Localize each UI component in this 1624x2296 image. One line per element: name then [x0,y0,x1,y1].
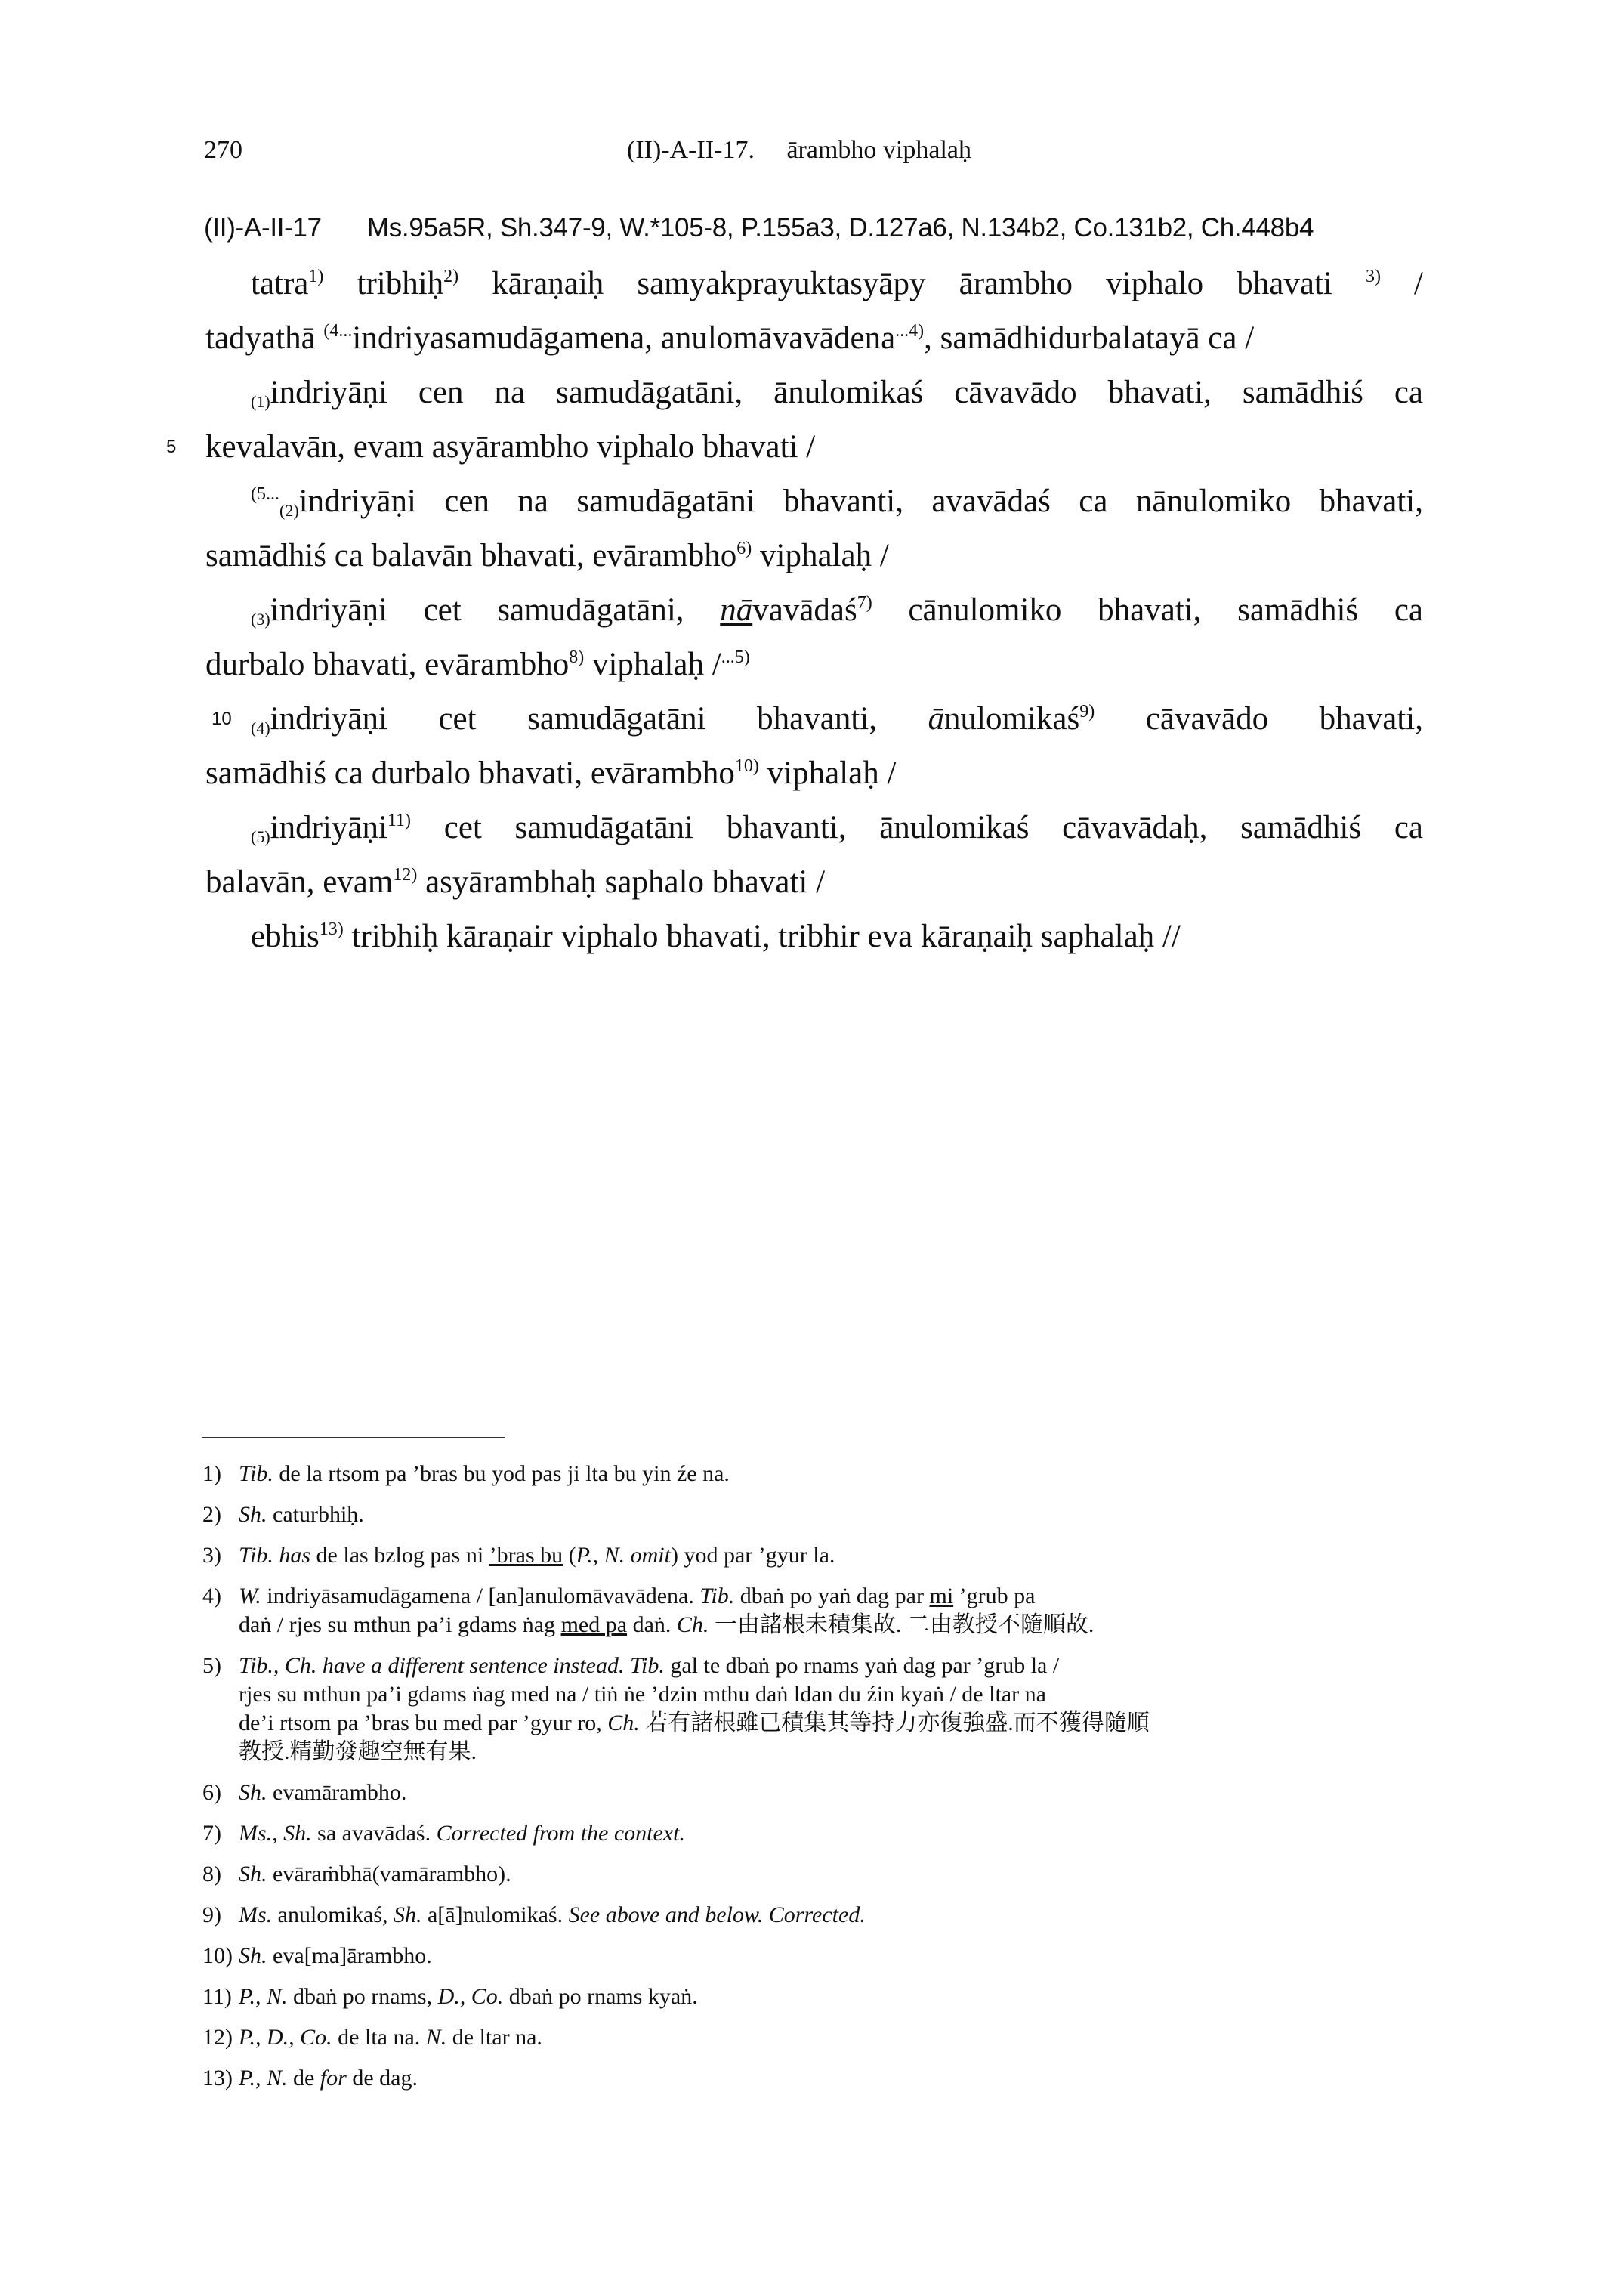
line-number: 10 [211,709,232,729]
footnote-ref: 3) [1365,267,1381,286]
text-line: tadyathā $^{(4...}$indriyasamudāgamena, anulomāvavādena$^{...4)}$, samādhidurbalatayā ca / [205,320,1255,356]
footnote-ref: (5... [251,484,279,504]
footnote: 1) Tib. de la rtsom pa ’bras bu yod pas ji lta bu yin źe na. [202,1461,730,1486]
paragraph-4 [205,583,1423,692]
text-line: $_{(3)}$indriyāṇi cet samudāgatāni, nāvavādaś$^{7)}$ cānulomiko bhavati, samādhiś ca [251,592,1423,629]
footnote: 8) Sh. evāraṁbhā(vamārambho). [202,1862,511,1887]
footnote-ref: ...5) [721,647,750,667]
footnote-ref: 8) [569,647,585,667]
paragraph-7 [205,910,1423,964]
footnote-ref: ...4) [895,321,925,341]
item-number: (3) [251,610,270,629]
footnote: 10) Sh. eva[ma]ārambho. [202,1943,432,1968]
running-head [204,136,1420,174]
text-line: $^{(5...}_{(2)}$indriyāṇi cen na samudāgatāni bhavanti, avavādaś ca nānulomiko bhavati, [251,484,1423,520]
item-number: (5) [251,827,270,846]
paragraph-3 [205,474,1423,583]
footnote-ref: 2) [443,267,459,286]
paragraph-2 [166,366,1423,474]
item-number: (1) [251,392,270,411]
footnote-ref: 1) [308,267,324,286]
text-line: balavān, evam$^{12)}$ asyārambhaḥ saphalo bhavati / [205,864,826,900]
footnote: 9) Ms. anulomikaś, Sh. a[ā]nulomikaś. See above and below. Corrected. [202,1902,866,1927]
text-line: samādhiś ca balavān bhavati, evārambho$^{6)}$ viphalaḥ / [205,538,889,573]
text-line: samādhiś ca durbalo bhavati, evārambho$^{10)}$ viphalaḥ / [205,756,897,791]
text-line: $_{(1)}$indriyāṇi cen na samudāgatāni, ānulomikaś cāvavādo bhavati, samādhiś ca [251,375,1423,411]
footnote-ref: 10) [734,756,759,776]
footnote-ref: 6) [736,539,752,558]
footnote: 12) P., D., Co. de lta na. N. de ltar na. [202,2025,542,2050]
text-line: $_{(5)}$indriyāṇi$^{11)}$ cet samudāgatāni bhavanti, ānulomikaś cāvavādaḥ, samādhiś ca [251,810,1423,846]
footnote: 13) P., N. de for de dag. [202,2066,418,2091]
main-text [166,257,1423,964]
section-heading [204,213,1314,243]
line-number: 5 [166,437,177,457]
text-line: ebhis$^{13)}$ tribhiḥ kāraṇair viphalo bhavati, tribhir eva kāraṇaiḥ saphalaḥ // [251,919,1181,954]
text-line: tatra$^{1)}$ tribhiḥ$^{2)}$ kāraṇaiḥ samyakprayuktasyāpy ārambho viphalo bhavati $^{3)}$ / [251,266,1423,301]
text-line: 10 $_{(4)}$indriyāṇi cet samudāgatāni bhavanti, ānulomikaś$^{9)}$ cāvavādo bhavati, [205,692,1423,746]
text-line: durbalo bhavati, evārambho$^{8)}$ viphalaḥ /$^{...5)}$ [205,647,750,682]
paragraph-5 [205,692,1423,801]
running-title: (II)-A-II-17. ārambho viphalaḥ [627,136,971,164]
footnote-ref: 11) [387,811,412,830]
footnote-ref: 7) [857,593,872,613]
item-number: (2) [279,501,299,520]
footnote-ref: 12) [393,865,418,885]
footnote-ref: (4... [323,321,353,341]
footnotes [202,1460,1449,2105]
footnote: 5) Tib., Ch. have a different sentence instead. Tib. gal te dbaṅ po rnams yaṅ dag par ’grub la / rjes su mthun pa’i gdams ṅag med na / tiṅ ṅe ’dzin mthu daṅ ldan du źin kyaṅ / de ltar na de’i rtsom pa ’bras bu med par ’gyur ro, Ch. 若有諸根雖已積集其等持力亦復強盛.而不獲得隨順 教授.精勤發趣空無有果. [202,1653,1150,1764]
paragraph-6 [205,801,1423,910]
item-number: (4) [251,718,270,737]
footnote-ref: 9) [1079,702,1095,722]
section-references: Ms.95a5R, Sh.347-9, W.*105-8, P.155a3, D.127a6, N.134b2, Co.131b2, Ch.448b4 [366,213,1314,243]
footnote: 4) W. indriyāsamudāgamena / [an]anulomāvavādena. Tib. dbaṅ po yaṅ dag par mi ’grub pa daṅ / rjes su mthun pa’i gdams ṅag med pa daṅ. Ch. 一由諸根未積集故. 二由教授不隨順故. [202,1584,1095,1637]
footnote-divider [202,1437,505,1438]
footnote: 11) P., N. dbaṅ po rnams, D., Co. dbaṅ po rnams kyaṅ. [202,1984,698,2009]
footnote: 3) Tib. has de las bzlog pas ni ’bras bu (P., N. omit) yod par ’gyur la. [202,1543,835,1568]
section-id: (II)-A-II-17 [204,213,322,243]
paragraph-1 [205,257,1423,366]
text-line: 5 kevalavān, evam asyārambho viphalo bhavati / [205,420,1423,474]
footnote-ref: 13) [319,919,344,939]
page-number: 270 [204,136,242,164]
footnote: 2) Sh. caturbhiḥ. [202,1502,364,1527]
footnote: 6) Sh. evamārambho. [202,1780,407,1805]
footnote: 7) Ms., Sh. sa avavādaś. Corrected from the context. [202,1821,685,1846]
